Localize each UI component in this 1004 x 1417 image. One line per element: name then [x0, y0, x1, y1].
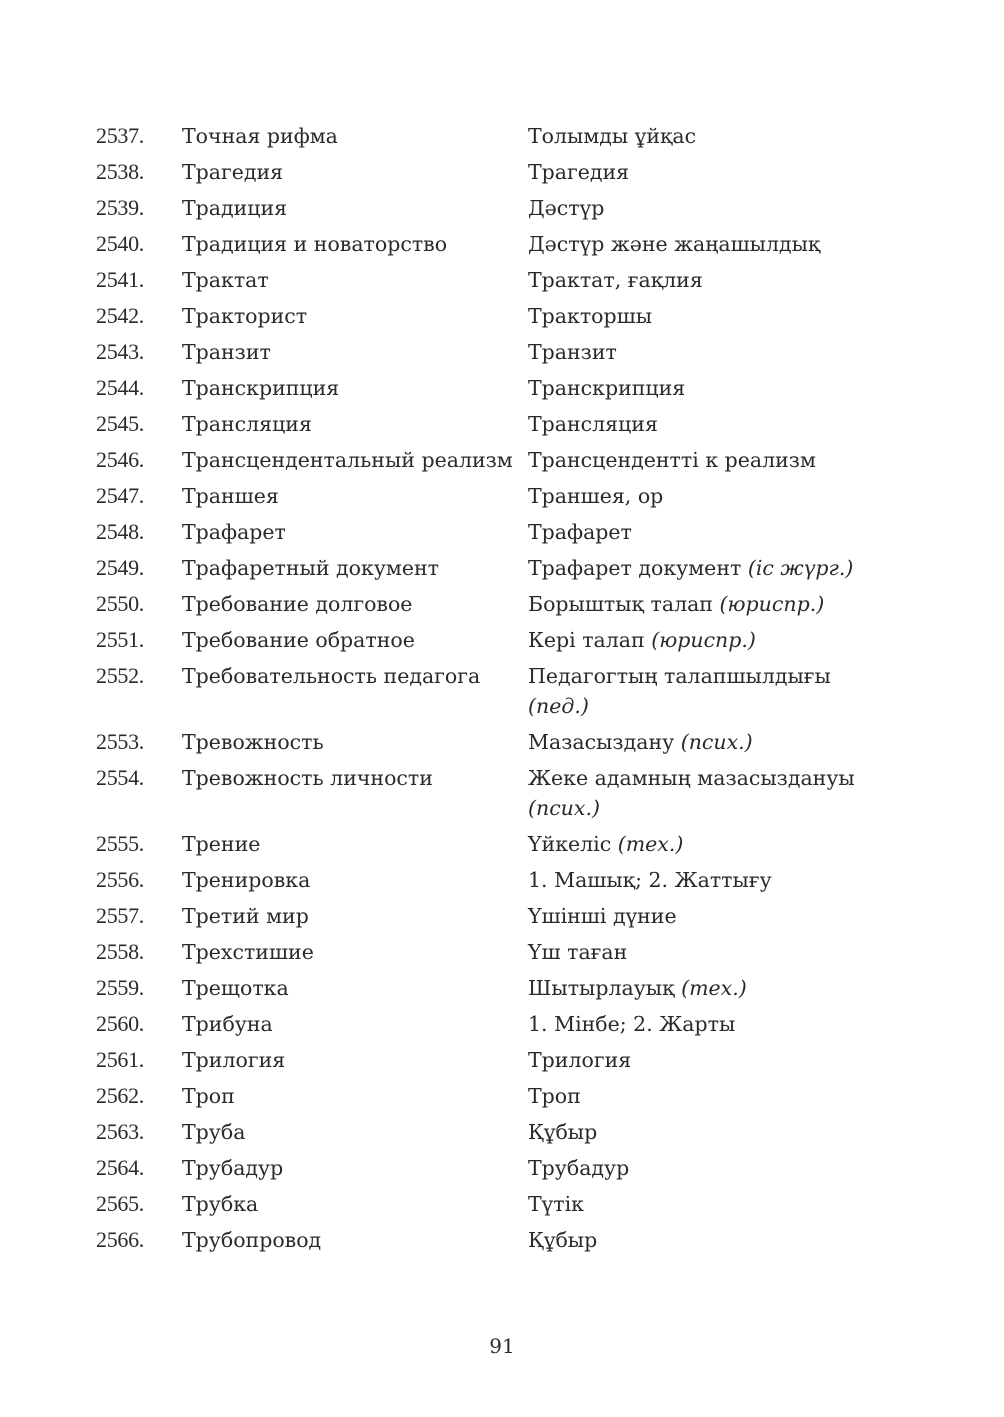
kazakh-term-cell — [528, 301, 896, 331]
entry-number: 2555. — [96, 831, 145, 856]
entry-number: 2561. — [96, 1047, 145, 1072]
glossary-entry — [96, 193, 896, 229]
glossary-entry — [96, 1081, 896, 1117]
kazakh-term: Жеке адамның мазасыздануы — [528, 766, 855, 790]
kazakh-term: 1. Мінбе; 2. Жарты — [528, 1012, 736, 1036]
glossary-entry — [96, 157, 896, 193]
russian-term: Траншея — [182, 484, 279, 508]
glossary-entry — [96, 1045, 896, 1081]
russian-term: Традиция — [182, 196, 288, 220]
kazakh-term-cell — [528, 727, 896, 757]
glossary-entry — [96, 1009, 896, 1045]
entry-number: 2541. — [96, 267, 145, 292]
kazakh-term: Толымды ұйқас — [528, 124, 697, 148]
entry-number: 2558. — [96, 939, 145, 964]
entry-number: 2562. — [96, 1083, 145, 1108]
kazakh-term: Тракторшы — [528, 304, 653, 328]
russian-term: Трубадур — [182, 1156, 284, 1180]
entry-number: 2545. — [96, 411, 145, 436]
kazakh-term-cell — [528, 481, 896, 511]
kazakh-term: Транскрипция — [528, 376, 686, 400]
glossary-entry — [96, 829, 896, 865]
kazakh-term: Трилогия — [528, 1048, 632, 1072]
russian-term: Трение — [182, 832, 261, 856]
kazakh-term-cell — [528, 763, 896, 823]
entry-number: 2543. — [96, 339, 145, 364]
entry-number: 2546. — [96, 447, 145, 472]
russian-term: Трансцендентальный реализм — [182, 448, 513, 472]
kazakh-term-cell — [528, 1189, 896, 1219]
kazakh-term-cell — [528, 229, 896, 259]
entry-number: 2563. — [96, 1119, 145, 1144]
entry-number: 2539. — [96, 195, 145, 220]
kazakh-term: Үшінші дүние — [528, 904, 677, 928]
glossary-entry — [96, 373, 896, 409]
glossary-entry — [96, 1117, 896, 1153]
kazakh-term-cell — [528, 553, 896, 583]
entry-number: 2548. — [96, 519, 145, 544]
entry-number: 2547. — [96, 483, 145, 508]
entry-number: 2540. — [96, 231, 145, 256]
kazakh-term-cell — [528, 865, 896, 895]
kazakh-term-cell — [528, 409, 896, 439]
entry-number: 2550. — [96, 591, 145, 616]
glossary-entry — [96, 409, 896, 445]
russian-term: Трибуна — [182, 1012, 273, 1036]
kazakh-term-cell — [528, 1081, 896, 1111]
glossary-entry — [96, 445, 896, 481]
kazakh-term-cell — [528, 1153, 896, 1183]
kazakh-term-cell — [528, 193, 896, 223]
glossary-entry — [96, 265, 896, 301]
russian-term: Трубка — [182, 1192, 259, 1216]
kazakh-term-cell — [528, 157, 896, 187]
kazakh-term: Түтік — [528, 1192, 584, 1216]
kazakh-term-cell — [528, 625, 896, 655]
kazakh-term-cell — [528, 121, 896, 151]
glossary-entry — [96, 973, 896, 1009]
kazakh-term-cell — [528, 973, 896, 1003]
kazakh-term: Мазасыздану — [528, 730, 675, 754]
domain-note: (псих.) — [528, 796, 600, 820]
russian-term: Трилогия — [182, 1048, 286, 1072]
kazakh-term-cell — [528, 517, 896, 547]
russian-term: Трещотка — [182, 976, 289, 1000]
kazakh-term-cell — [528, 1117, 896, 1147]
domain-note: (тех.) — [681, 976, 747, 1000]
domain-note: (юриспр.) — [651, 628, 756, 652]
kazakh-term: Дәстүр — [528, 196, 605, 220]
kazakh-term: Трансляция — [528, 412, 658, 436]
kazakh-term-cell — [528, 901, 896, 931]
kazakh-term-cell — [528, 445, 896, 475]
entry-number: 2559. — [96, 975, 145, 1000]
russian-term: Транскрипция — [182, 376, 340, 400]
kazakh-term-cell — [528, 829, 896, 859]
russian-term: Транзит — [182, 340, 271, 364]
russian-term: Трактат — [182, 268, 269, 292]
kazakh-term-cell — [528, 1009, 896, 1039]
entry-number: 2537. — [96, 123, 145, 148]
russian-term: Трехстишие — [182, 940, 314, 964]
entry-number: 2554. — [96, 765, 145, 790]
kazakh-term: Трактат, ғақлия — [528, 268, 703, 292]
kazakh-term: Транзит — [528, 340, 617, 364]
domain-note: (тех.) — [617, 832, 684, 856]
entry-number: 2551. — [96, 627, 145, 652]
russian-term: Точная рифма — [182, 124, 338, 148]
glossary-entry — [96, 625, 896, 661]
russian-term: Требование долговое — [182, 592, 413, 616]
domain-note: (пед.) — [528, 694, 589, 718]
glossary-entry — [96, 301, 896, 337]
kazakh-term: Дәстүр және жаңашылдық — [528, 232, 821, 256]
page-number: 91 — [489, 1334, 515, 1358]
entry-number: 2542. — [96, 303, 145, 328]
russian-term: Тракторист — [182, 304, 308, 328]
entry-number: 2566. — [96, 1227, 145, 1252]
russian-term: Тревожность личности — [182, 766, 433, 790]
kazakh-term: Үш таған — [528, 940, 628, 964]
kazakh-term: Трагедия — [528, 160, 630, 184]
glossary-entry — [96, 1153, 896, 1189]
russian-term: Требование обратное — [182, 628, 415, 652]
kazakh-term: Траншея, ор — [528, 484, 664, 508]
kazakh-term: Трафарет документ — [528, 556, 742, 580]
kazakh-term: Педагогтың талапшылдығы — [528, 664, 831, 688]
kazakh-term-cell — [528, 937, 896, 967]
domain-note: (іс жүрг.) — [747, 556, 854, 580]
kazakh-term-cell — [528, 1045, 896, 1075]
kazakh-term-cell — [528, 661, 896, 721]
entry-number: 2553. — [96, 729, 145, 754]
entry-number: 2560. — [96, 1011, 145, 1036]
kazakh-term: Трафарет — [528, 520, 632, 544]
entry-number: 2556. — [96, 867, 145, 892]
russian-term: Трубопровод — [182, 1228, 322, 1252]
entry-number: 2538. — [96, 159, 145, 184]
kazakh-term-cell — [528, 1225, 896, 1255]
entry-number: 2557. — [96, 903, 145, 928]
kazakh-term: Кері талап — [528, 628, 645, 652]
glossary-list — [96, 121, 896, 1261]
kazakh-term: Борыштық талап — [528, 592, 713, 616]
glossary-entry — [96, 727, 896, 763]
kazakh-term: Трубадур — [528, 1156, 630, 1180]
entry-number: 2565. — [96, 1191, 145, 1216]
russian-term: Традиция и новаторство — [182, 232, 448, 256]
kazakh-term: Үйкеліс — [528, 832, 612, 856]
glossary-entry — [96, 1225, 896, 1261]
glossary-entry — [96, 1189, 896, 1225]
kazakh-term: 1. Машық; 2. Жаттығу — [528, 868, 772, 892]
russian-term: Требовательность педагога — [182, 664, 481, 688]
russian-term: Трафаретный документ — [182, 556, 439, 580]
russian-term: Трагедия — [182, 160, 284, 184]
russian-term: Третий мир — [182, 904, 309, 928]
russian-term: Труба — [182, 1120, 246, 1144]
glossary-entry — [96, 901, 896, 937]
entry-number: 2552. — [96, 663, 145, 688]
entry-number: 2544. — [96, 375, 145, 400]
russian-term: Тренировка — [182, 868, 311, 892]
russian-term: Тревожность — [182, 730, 324, 754]
kazakh-term: Шытырлауық — [528, 976, 675, 1000]
russian-term: Троп — [182, 1084, 235, 1108]
glossary-entry — [96, 661, 896, 727]
glossary-entry — [96, 517, 896, 553]
kazakh-term-cell — [528, 589, 896, 619]
kazakh-term: Құбыр — [528, 1228, 598, 1252]
glossary-entry — [96, 865, 896, 901]
glossary-entry — [96, 589, 896, 625]
glossary-entry — [96, 337, 896, 373]
glossary-entry — [96, 229, 896, 265]
russian-term: Трансляция — [182, 412, 312, 436]
glossary-entry — [96, 553, 896, 589]
entry-number: 2549. — [96, 555, 145, 580]
glossary-entry — [96, 937, 896, 973]
kazakh-term: Троп — [528, 1084, 581, 1108]
russian-term: Трафарет — [182, 520, 286, 544]
kazakh-term-cell — [528, 373, 896, 403]
entry-number: 2564. — [96, 1155, 145, 1180]
glossary-entry — [96, 763, 896, 829]
glossary-entry — [96, 481, 896, 517]
domain-note: (юриспр.) — [719, 592, 825, 616]
kazakh-term-cell — [528, 337, 896, 367]
domain-note: (псих.) — [680, 730, 753, 754]
kazakh-term: Трансцендентті к реализм — [528, 448, 816, 472]
glossary-entry — [96, 121, 896, 157]
kazakh-term-cell — [528, 265, 896, 295]
kazakh-term: Құбыр — [528, 1120, 598, 1144]
